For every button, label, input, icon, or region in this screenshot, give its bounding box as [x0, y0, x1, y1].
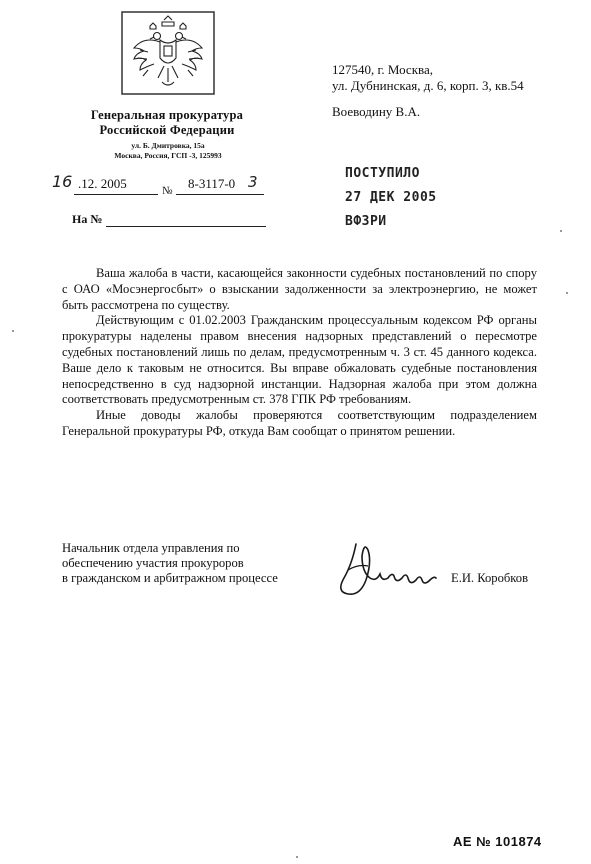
received-stamp — [345, 162, 455, 234]
outgoing-number: 8-3117-0 — [188, 176, 236, 191]
number-underline — [176, 194, 264, 195]
received-stamp-line1: ПОСТУПИЛО — [345, 166, 420, 181]
organization-name — [62, 108, 272, 138]
form-serial-number: АЕ № 101874 — [453, 834, 542, 849]
body-paragraph: Ваша жалоба в части, касающейся законности судебных постановлений по спору с ОАО «Мосэнергосбыт» о взыскании задолженности за электроэнергию, не может быть рассмотрена по существу. — [62, 266, 537, 312]
reply-to-label: На № — [72, 212, 103, 226]
signatory-title-line3: в гражданском и арбитражном процессе — [62, 571, 278, 585]
received-stamp-line2: 27 ДЕК 2005 — [345, 190, 437, 205]
signatory-title-line1: Начальник отдела управления по — [62, 541, 240, 555]
outgoing-number-handwritten: 3 — [248, 173, 258, 191]
date-underline — [74, 194, 158, 195]
body-paragraph: Иные доводы жалобы проверяются соответствующим подразделением Генеральной прокуратуры РФ, откуда Вам сообщат о принятом решении. — [62, 408, 537, 438]
recipient-address-line1: 127540, г. Москва, — [332, 62, 433, 77]
letter-body — [62, 266, 537, 440]
outgoing-date-number — [52, 172, 352, 208]
organization-address — [78, 141, 258, 161]
body-paragraph: Действующим с 01.02.2003 Гражданским процессуальным кодексом РФ органы прокуратуры наделены правом внесения надзорных представлений о пересмотре судебных постановлений лишь по делам, предусмотренным ч. 3 ст. 45 данного кодекса. Ваше дело к таковым не относится. Вы вправе обжаловать судебные постановления непосредственно в суд надзорной инстанции. Надзорная жалоба при этом должна соответствовать предусмотренным ст. 378 ГПК РФ требованиям. — [62, 313, 537, 407]
received-stamp-line3: ВФЗРИ — [345, 214, 387, 229]
organization-address-line1: ул. Б. Дмитровка, 15а — [131, 141, 205, 150]
recipient-address — [332, 62, 524, 94]
outgoing-date: .12. 2005 — [78, 176, 127, 191]
coat-of-arms-emblem — [120, 10, 216, 96]
recipient-name: Воеводину В.А. — [332, 104, 421, 119]
signatory-title-line2: обеспечению участия прокуроров — [62, 556, 244, 570]
recipient-address-line2: ул. Дубнинская, д. 6, корп. 3, кв.54 — [332, 78, 524, 93]
scan-speck — [560, 230, 562, 232]
scan-speck — [296, 856, 298, 858]
scan-speck — [566, 292, 568, 294]
scan-speck — [12, 330, 14, 332]
handwritten-signature — [334, 536, 452, 606]
reply-to-underline — [106, 226, 266, 227]
signatory-title — [62, 541, 332, 586]
outgoing-day-handwritten: 16 — [52, 172, 73, 191]
organization-name-line1: Генеральная прокуратура — [90, 108, 244, 122]
organization-name-line2: Российской Федерации — [99, 123, 235, 137]
outgoing-number-label: № — [162, 185, 173, 197]
signatory-name: Е.И. Коробков — [451, 571, 529, 585]
organization-address-line2: Москва, Россия, ГСП -3, 125993 — [114, 151, 222, 160]
